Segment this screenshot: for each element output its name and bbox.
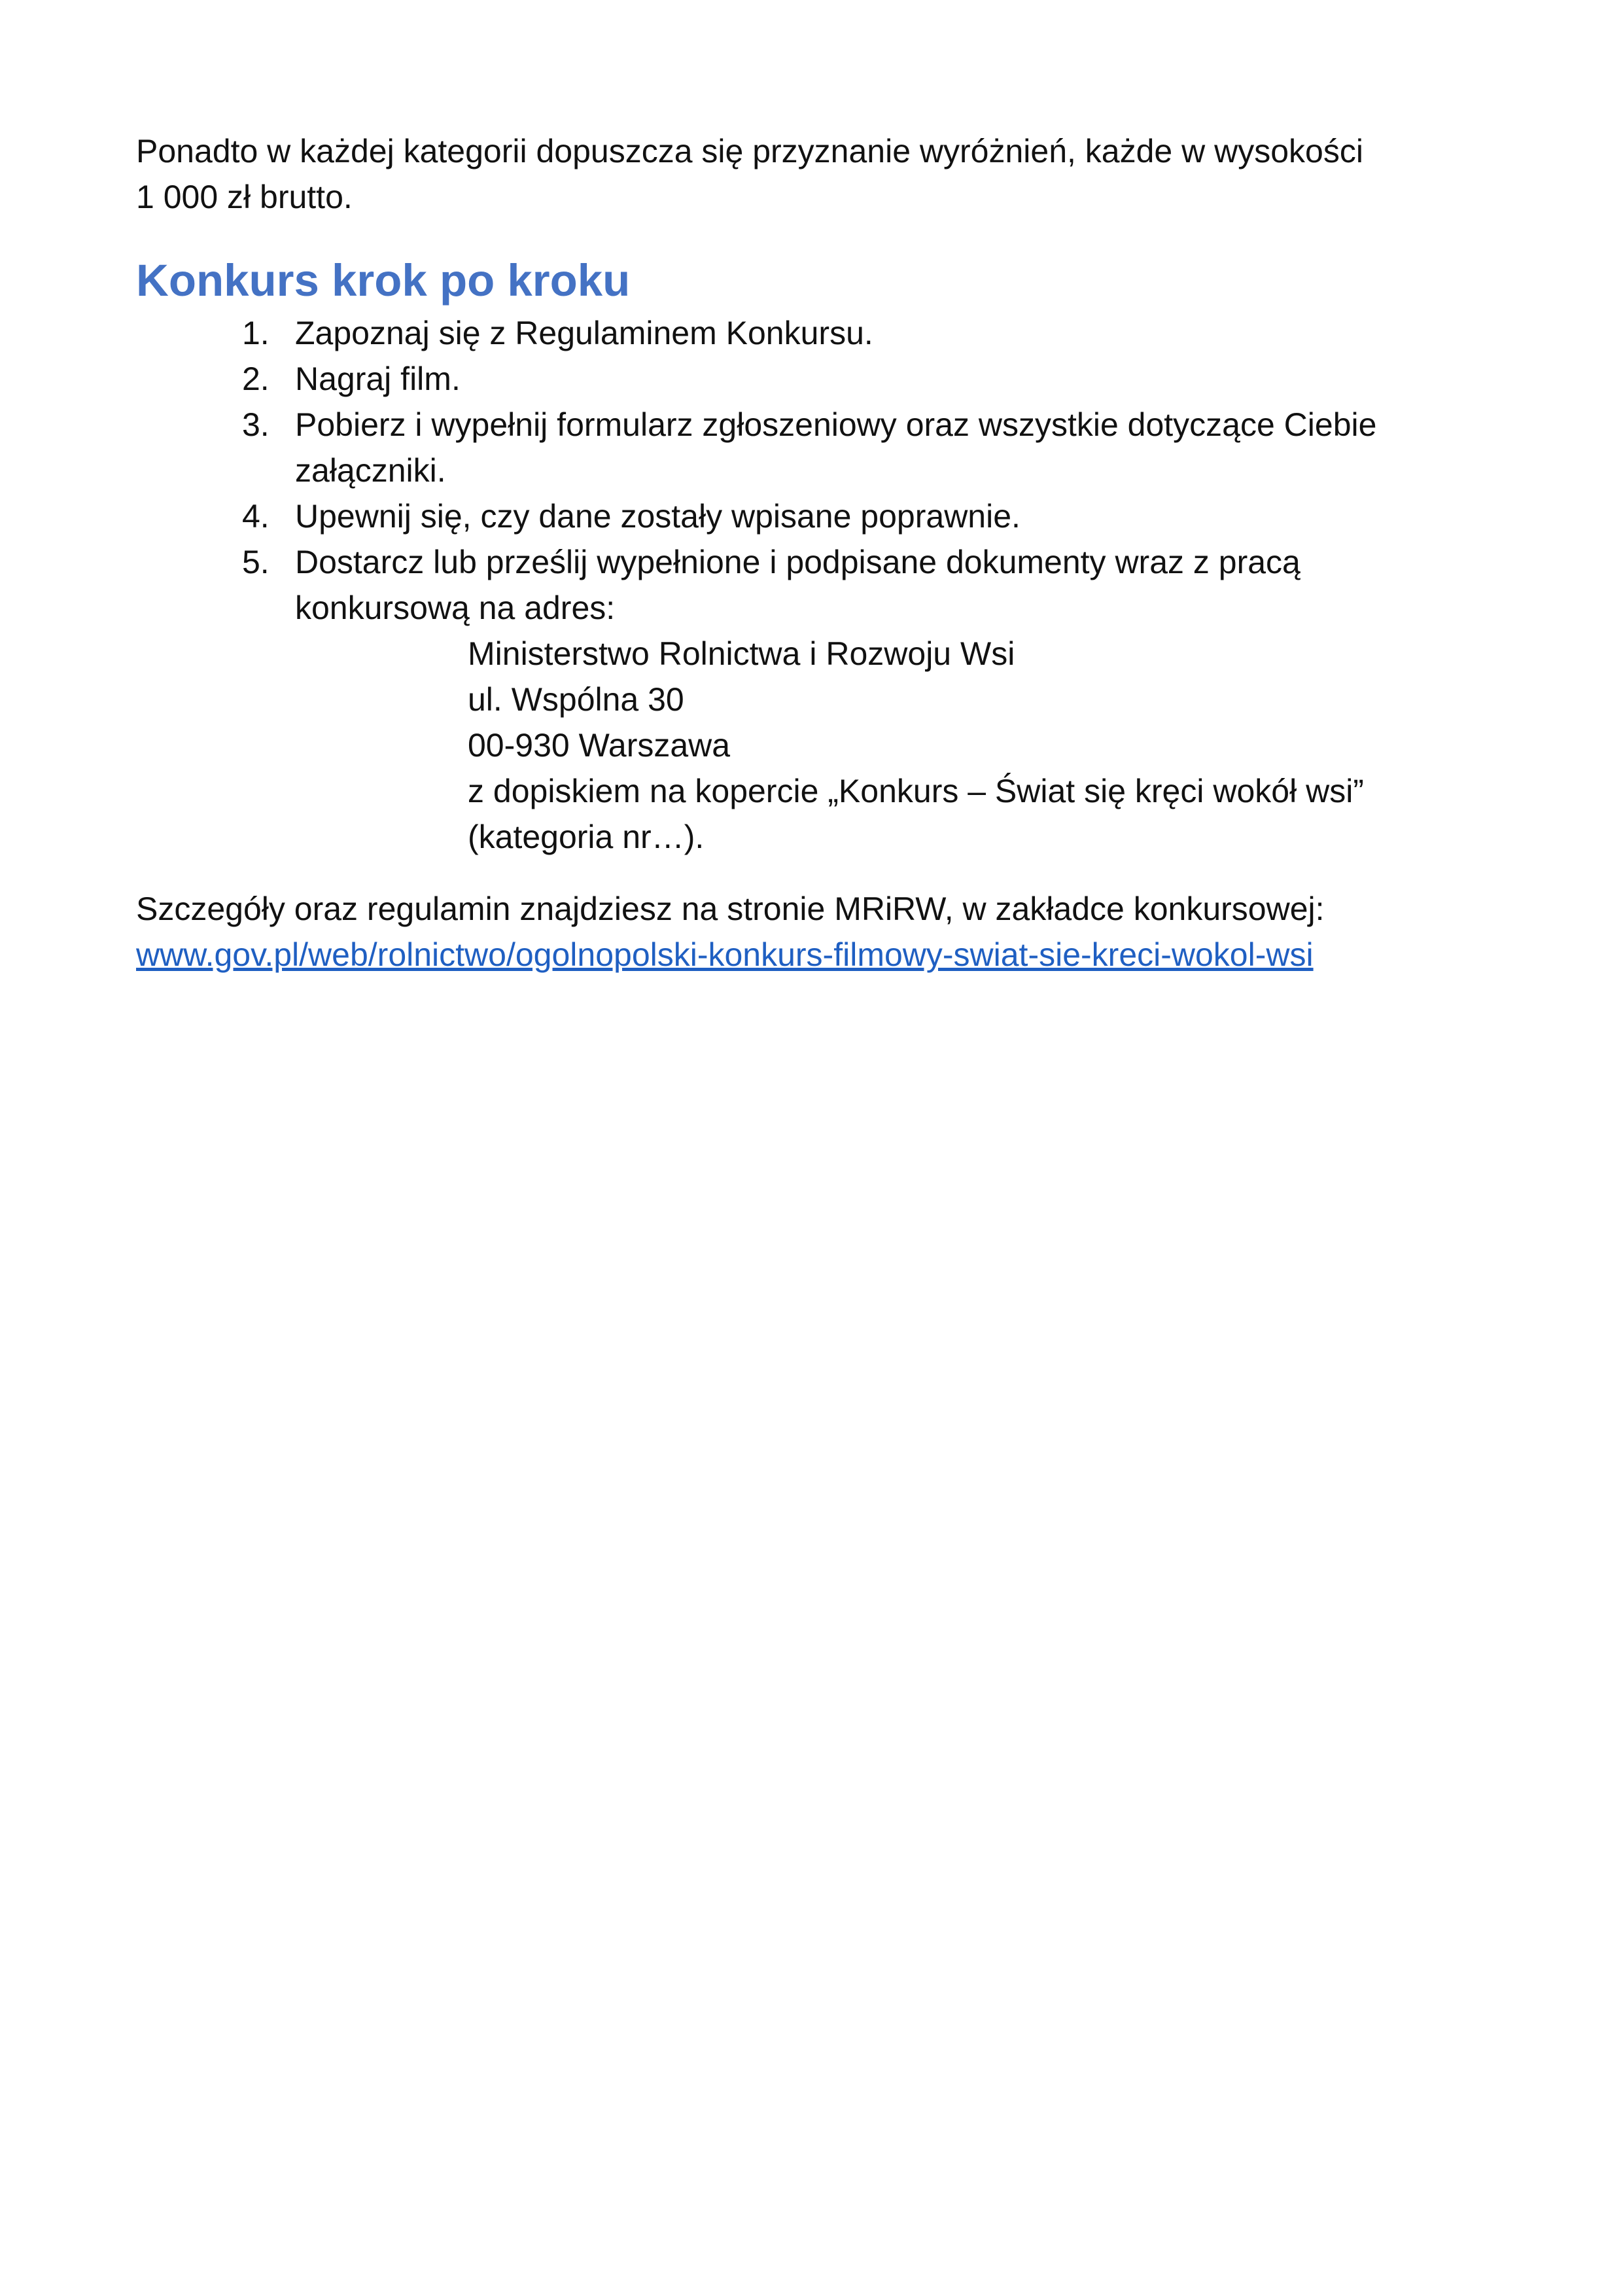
address-line: Ministerstwo Rolnictwa i Rozwoju Wsi (468, 635, 1015, 672)
step-number: 2. (242, 361, 270, 397)
step-item (136, 402, 1444, 493)
step-item (136, 539, 1444, 631)
address-line: (kategoria nr…). (468, 819, 705, 855)
page-content (136, 128, 1444, 978)
postal-address (136, 631, 1444, 860)
step-item (136, 310, 1444, 356)
step-number: 5. (242, 544, 270, 580)
step-number: 4. (242, 498, 270, 535)
steps-list (136, 310, 1444, 631)
step-text: Dostarcz lub prześlij wypełnione i podpisane dokumenty wraz z pracą (295, 544, 1300, 580)
address-line: 00-930 Warszawa (468, 727, 731, 764)
intro-line: 1 000 zł brutto. (136, 179, 353, 215)
step-text: Pobierz i wypełnij formularz zgłoszeniowy oraz wszystkie dotyczące Ciebie (295, 406, 1377, 443)
intro-paragraph (136, 128, 1444, 220)
step-item (136, 356, 1444, 402)
intro-line: Ponadto w każdej kategorii dopuszcza się przyznanie wyróżnień, każde w wysokości (136, 133, 1363, 169)
footer-text: Szczegóły oraz regulamin znajdziesz na stronie MRiRW, w zakładce konkursowej: (136, 891, 1325, 927)
step-text: Nagraj film. (295, 361, 461, 397)
address-line: ul. Wspólna 30 (468, 681, 684, 718)
step-text: Zapoznaj się z Regulaminem Konkursu. (295, 315, 873, 351)
step-text: konkursową na adres: (295, 590, 616, 626)
step-item (136, 493, 1444, 539)
address-line: z dopiskiem na kopercie „Konkurs – Świat się kręci wokół wsi” (468, 773, 1364, 809)
step-text: Upewnij się, czy dane zostały wpisane poprawnie. (295, 498, 1021, 535)
footer-paragraph (136, 886, 1444, 978)
step-number: 3. (242, 406, 270, 443)
step-text: załączniki. (295, 452, 446, 489)
contest-link[interactable]: www.gov.pl/web/rolnictwo/ogolnopolski-konkurs-filmowy-swiat-sie-kreci-wokol-wsi (136, 936, 1314, 973)
section-heading: Konkurs krok po kroku (136, 255, 631, 306)
step-number: 1. (242, 315, 270, 351)
